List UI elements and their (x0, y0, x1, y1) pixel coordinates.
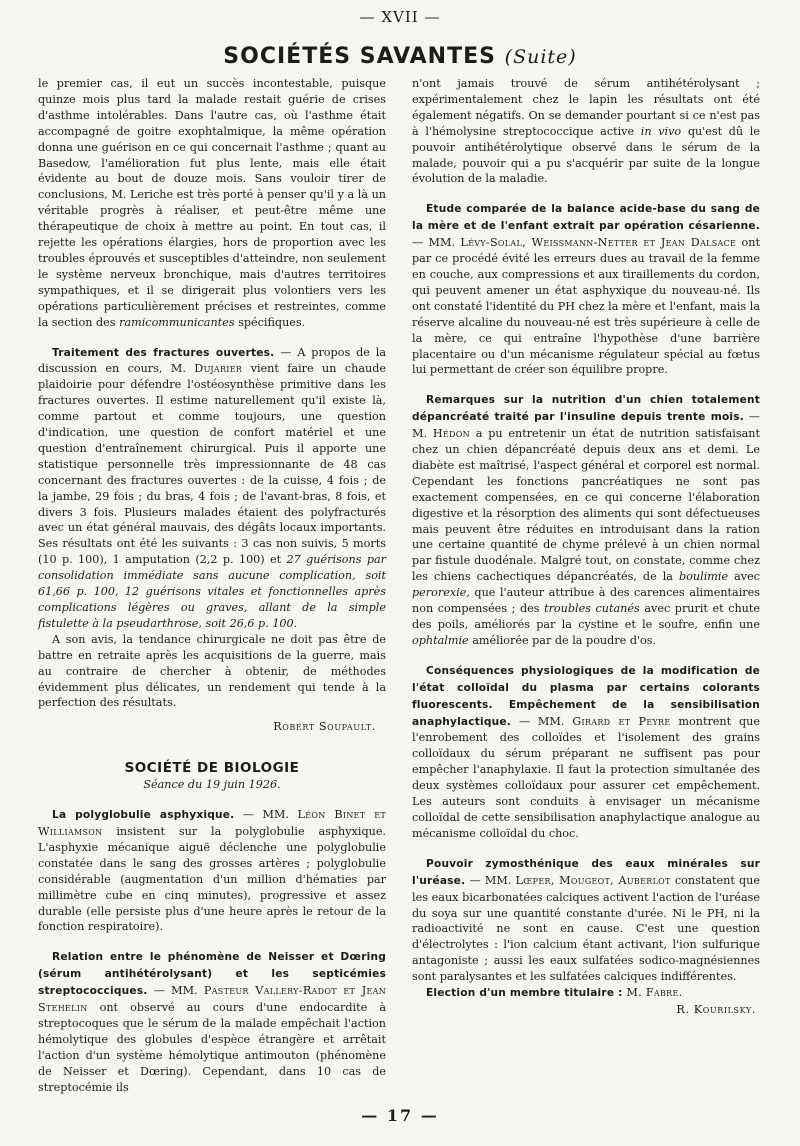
nutrition-paragraph: Remarques sur la nutrition d'un chien totalement dépancréaté traité par l'insuline depuis trente mois. — M. Hédon a pu entretenir un état de nutrition satisfaisant chez un chien dépancréaté depuis deux ans et demi. Le diabète est maîtrisé, l'aspect général et corporel est normal. Cependant les fonctions pancréatiques ne sont pas exactement compensées, en ce qui concerne l'élaboration digestive et la résorption des aliments qui sont défectueuses mais peuvent être réduites en introduisant dans la ration une certaine quantité de chyme prélevé à un chien normal par fistule duodénale. Malgré tout, on constate, comme chez les chiens cachectiques dépancréatés, de la boulimie avec perorexie, que l'auteur attribue à des carences alimentaires non compensées ; des troubles cutanés avec prurit et chute des poils, améliorés par la cystine et le soufre, enfin une ophtalmie améliorée par de la poudre d'os. (412, 394, 761, 647)
right-column (412, 76, 760, 1018)
colloidal-heading: Conséquences physiologiques de la modification de l'état colloïdal du plasma par certains colorants fluorescents. Empêchement de la sensibilisation anaphylactique. (412, 664, 760, 728)
election-line: Election d'un membre titulaire : M. Fabre. (426, 986, 683, 1000)
running-head-title: SOCIÉTÉS SAVANTES (223, 44, 496, 69)
neisser-heading: Relation entre le phénomène de Neisser et Dœring (sérum antihétérolysant) et les septicémies streptococciques. (38, 951, 386, 998)
fractures-paragraph: Traitement des fractures ouvertes. — A propos de la discussion en cours, M. Dujarier vient faire un chaude plaidoirie pour défendre l'ostéosynthèse primitive dans les fractures ouvertes. Il estime naturellement qu'il existe là, comme partout et comme toujours, une question d'indication, une question de confort matériel et une question d'entraînement chirurgical. Puis il apporte une statistique personnelle très impressionnante de 48 cas concernant des fractures ouvertes : de la cuisse, 4 fois ; de la jambe, 29 fois ; du bras, 4 fois ; de l'avant-bras, 8 fois, et divers 3 fois. Plusieurs malades étaient des polyfracturés avec un état général mauvais, des dégâts locaux importants. Ses résultats ont été les suivants : 3 cas non suivis, 5 morts (10 p. 100), 1 amputation (2,2 p. 100) et 27 guérisons par consolidation immédiate sans aucune complication, soit 61,66 p. 100, 12 guérisons vitales et fonctionnelles après complications légères ou graves, allant de la simple fistulette à la pseudarthrose, soit 26,6 p. 100. (38, 345, 386, 630)
acid-base-heading: Etude comparée de la balance acide-base du sang de la mère et de l'enfant extrait par opération césarienne. (412, 203, 760, 233)
page-number: — 17 — (361, 1106, 439, 1125)
signature-soupault: Robert Soupault. (273, 720, 376, 734)
fractures-heading: Traitement des fractures ouvertes. (52, 346, 275, 359)
neisser-paragraph: Relation entre le phénomène de Neisser et Dœring (sérum antihétérolysant) et les septicémies streptococciques. — MM. Pasteur Vallery-Radot et Jean Stehelin ont observé au cours d'une endocardite à streptocoques que le sérum de la malade empêchait l'action hémolytique des globules d'espèce étrangère et arrêtait l'action d'un système hémolytique antimouton (phénomène de Neisser et Dœring). Cependant, dans 10 cas de streptocémie ils (38, 951, 386, 1094)
nutrition-heading: Remarques sur la nutrition d'un chien totalement dépancréaté traité par l'insuline depuis trente mois. (412, 394, 760, 424)
running-head-suite: (Suite) (504, 46, 577, 68)
section-title-biologie: SOCIÉTÉ DE BIOLOGIE (124, 760, 300, 777)
acid-base-paragraph: Etude comparée de la balance acide-base du sang de la mère et de l'enfant extrait par opération césarienne. — MM. Lévy-Solal, Weissmann-Netter et Jean Dalsace ont par ce procédé évité les erreurs dues au travail de la femme en couche, aux compressions et aux tiraillements du cordon, qui peuvent amener un état asphyxique du nouveau-né. Ils ont constaté l'identité du PH chez la mère et l'enfant, mais la réserve alcaline du nouveau-né est très supérieure à celle de la mère, ce qui entraîne l'hypothèse d'une barrière placentaire ou d'un mécanisme régulateur spécial au fœtus lui permettant de créer son équilibre propre. (412, 203, 760, 377)
neisser-continuation: n'ont jamais trouvé de sérum antihétérolysant ; expérimentalement chez le lapin les résultats ont été également négatifs. On se demander pourtant si ce n'est pas à l'hémolysine streptococcique active in vivo qu'est dû le pouvoir antihétérolytique observé dans le sérum de la malade, pouvoir qui a pu s'acquérir par suite de la longue évolution de la maladie. (412, 77, 760, 186)
zymosthenique-heading: Pouvoir zymosthénique des eaux minérales sur l'uréase. (412, 857, 760, 887)
signature-kourilsky: R. Kourilsky. (676, 1002, 756, 1016)
fractures-paragraph-2: A son avis, la tendance chirurgicale ne doit pas être de battre en retraite après les acquisitions de la guerre, mais au contraire de chercher à obtenir, de méthodes évidemment plus délicates, un rendement qui tende à la perfection des résultats. (38, 632, 386, 710)
left-column (38, 76, 386, 1095)
polyglobulie-heading: La polyglobulie asphyxique. (52, 809, 235, 822)
section-date: Séance du 19 juin 1926. (143, 778, 281, 792)
roman-folio: — XVII — (359, 8, 441, 26)
colloidal-paragraph: Conséquences physiologiques de la modification de l'état colloïdal du plasma par certains colorants fluorescents. Empêchement de la sensibilisation anaphylactique. — MM. Girard et Peyre montrent que l'enrobement des colloïdes et l'isolement des grains colloïdaux du sérum préparant ne suffisent pas pour empêcher l'anaphylaxie. Il faut la protection simultanée des deux systèmes colloïdaux pour assurer cet empêchement. Les auteurs sont conduits à envisager un mécanisme colloïdal de cette sensibilisation anaphylactique analogue au mécanisme colloïdal du choc. (412, 664, 760, 840)
zymosthenique-paragraph: Pouvoir zymosthénique des eaux minérales sur l'uréase. — MM. Lœper, Mougeot, Auberlot constatent que les eaux bicarbonatées calciques activent l'action de l'uréase du soya sur une quantité constante d'urée. Ni le PH, ni la radioactivité ne sont en cause. C'est une question d'électrolytes : l'ion calcium étant activant, l'ion sulfurique antagoniste ; aussi les eaux sulfatées sodico-magnésiennes sont paralysantes et les sulfatées calciques indifférentes. (412, 857, 760, 984)
intro-paragraph: le premier cas, il eut un succès incontestable, puisque quinze mois plus tard la malade restait guérie de crises d'asthme intolérables. Dans l'autre cas, où l'asthme était accompagné de goitre exophtalmique, la même opération donna une guérison en ce qui concernait l'asthme ; quant au Basedow, l'amélioration fut plus lente, mais elle était évidente au bout de douze mois. Sans vouloir tirer de conclusions, M. Leriche est très porté à penser qu'il y a là un véritable progrès à réaliser, et peut-être même une thérapeutique de choix à mettre au point. En tout cas, il rejette les opérations élargies, hors de proportion avec les troubles éprouvés et susceptibles d'atteindre, non seulement le système nerveux bronchique, mais d'autres territoires sympathiques, et il se dirigerait plus volontiers vers les opérations particulièrement précises et restreintes, comme la section des ramicommunicantes spécifiques. (38, 77, 386, 329)
running-head (0, 44, 800, 69)
polyglobulie-paragraph: La polyglobulie asphyxique. — MM. Léon Binet et Williamson insistent sur la polyglobulie asphyxique. L'asphyxie mécanique aiguë déclenche une polyglobulie constatée dans le sang des grosses artères ; polyglobulie considérable (augmentation d'un million d'hématies par millimètre cube en cinq minutes), progressive et assez durable (elle persiste plus d'une heure après le retour de la fonction respiratoire). (38, 808, 386, 934)
